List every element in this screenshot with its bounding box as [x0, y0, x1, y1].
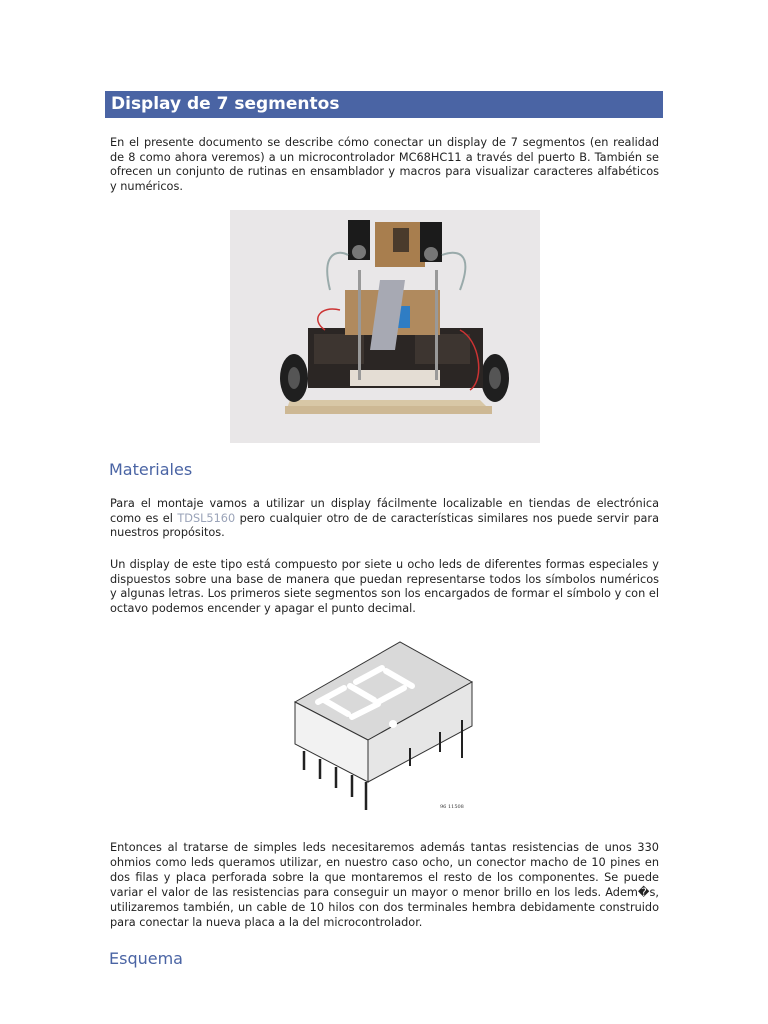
figure-code: 96 11508	[440, 804, 464, 810]
esquema-heading: Esquema	[109, 949, 183, 968]
materiales-paragraph-1-text-b: pero cualquier otro de de características similares nos puede servir para nuestros propósitos.	[110, 511, 659, 540]
materiales-paragraph-3: Entonces al tratarse de simples leds necesitaremos además tantas resistencias de unos 330 ohmios como leds queramos utilizar, en nuestro caso ocho, un conector macho de 10 pines en dos filas y placa perforada sobre la que montaremos el resto de los componentes. Se puede variar el valor de las resistencias para conseguir un mayor o menor brillo en los leds. Adem�s, utilizaremos también, un cable de 10 hilos con dos terminales hembra debidamente construido para conectar la nueva placa a la del microcontrolador.	[110, 841, 659, 929]
materiales-paragraph-1-text-a: Para el montaje vamos a utilizar un display fácilmente localizable en tiendas de electrónica como es el	[110, 497, 659, 525]
robot-photo	[230, 210, 540, 443]
seven-segment-display-diagram	[290, 640, 480, 815]
page-title: Display de 7 segmentos	[111, 94, 340, 114]
title-bar	[105, 91, 663, 118]
tdsl5160-link[interactable]: TDSL5160	[177, 511, 236, 525]
materiales-paragraph-2: Un display de este tipo está compuesto por siete u ocho leds de diferentes formas especiales y dispuestos sobre una base de manera que puedan representarse todos los símbolos numéricos y algunas letras. Los primeros siete segmentos son los encargados de formar el símbolo y con el octavo podemos encender y apagar el punto decimal.	[110, 558, 659, 615]
materiales-heading: Materiales	[109, 460, 193, 479]
materiales-paragraph-1	[110, 497, 659, 541]
intro-paragraph: En el presente documento se describe cómo conectar un display de 7 segmentos (en realidad de 8 como ahora veremos) a un microcontrolador MC68HC11 a través del puerto B. También se ofrecen un conjunto de rutinas en ensamblador y macros para visualizar caracteres alfabéticos y numéricos.	[110, 136, 659, 193]
